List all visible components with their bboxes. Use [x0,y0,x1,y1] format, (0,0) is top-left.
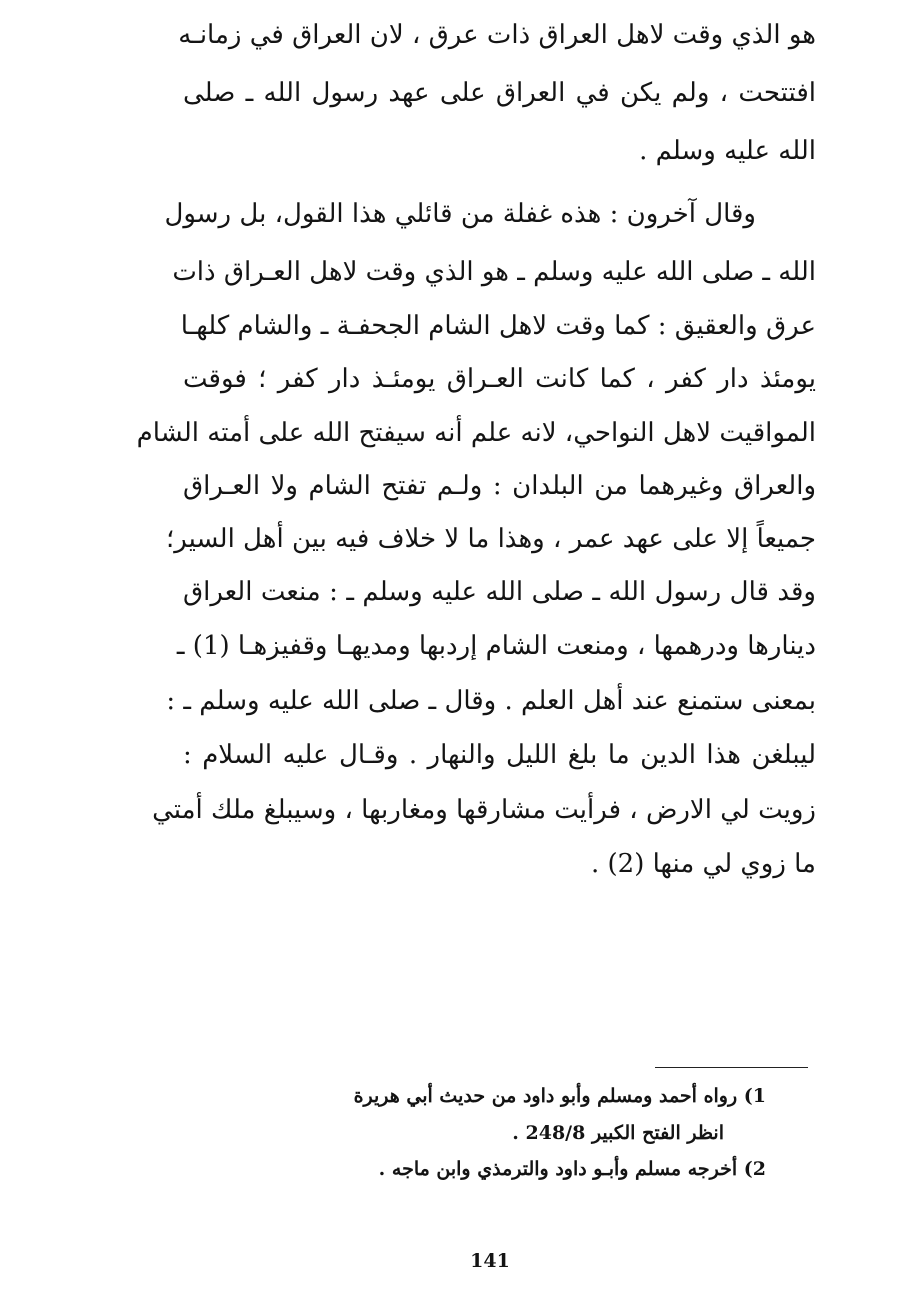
footnote: 1) رواه أحمد ومسلم وأبو داود من حديث أبي هريرة [353,1085,766,1107]
text-line: يومئذ دار كفر ، كما كانت العـراق يومئـذ دار كفر ؛ فوقت [183,364,816,394]
footnote-continuation: انظر الفتح الكبير 248/8 . [512,1122,724,1144]
text-line: زويت لي الارض ، فرأيت مشارقها ومغاربها ، وسيبلغ ملك أمتي [152,795,816,825]
text-line: ما زوي لي منها (2) . [590,849,816,879]
footnote: 2) أخرجه مسلم وأبـو داود والترمذي وابن ماجه . [378,1158,766,1180]
text-line: وقد قال رسول الله ـ صلى الله عليه وسلم ـ : منعت العراق [183,577,816,607]
text-line: دينارها ودرهمها ، ومنعت الشام إردبها ومديهـا وقفيزهـا (1) ـ [176,631,816,661]
text-line: افتتحت ، ولم يكن في العراق على عهد رسول الله ـ صلى [183,78,816,108]
text-line: عرق والعقيق : كما وقت لاهل الشام الجحفـة ـ والشام كلهـا [180,311,816,341]
text-line: والعراق وغيرهما من البلدان : ولـم تفتح الشام ولا العـراق [183,471,816,501]
page-number: 141 [470,1250,510,1272]
text-line: بمعنى ستمنع عند أهل العلم . وقال ـ صلى الله عليه وسلم ـ : [166,686,816,716]
text-line: الله عليه وسلم . [639,136,816,166]
footnote-separator [655,1067,808,1068]
text-line: المواقيت لاهل النواحي، لانه علم أنه سيفتح الله على أمته الشام [136,418,816,448]
text-line: الله ـ صلى الله عليه وسلم ـ هو الذي وقت لاهل العـراق ذات [172,257,816,287]
text-line: جميعاً إلا على عهد عمر ، وهذا ما لا خلاف فيه بين أهل السير؛ [166,524,816,554]
text-line: ليبلغن هذا الدين ما بلغ الليل والنهار . وقـال عليه السلام : [183,740,816,770]
text-line: وقال آخرون : هذه غفلة من قائلي هذا القول، بل رسول [164,199,756,229]
text-line: هو الذي وقت لاهل العراق ذات عرق ، لان العراق في زمانـه [178,20,816,50]
